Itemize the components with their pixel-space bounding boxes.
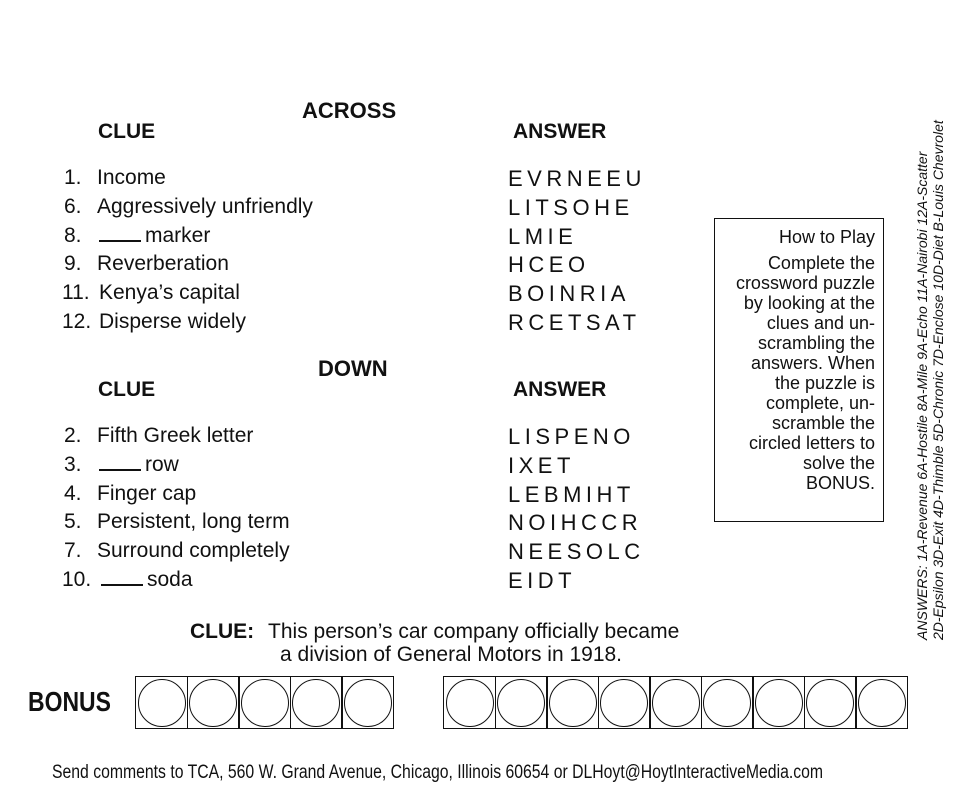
clue-item bbox=[64, 224, 210, 248]
circle-marker bbox=[241, 679, 289, 727]
clue-text: soda bbox=[147, 568, 193, 591]
circle-marker bbox=[344, 679, 392, 727]
down-answer-header: ANSWER bbox=[513, 378, 607, 401]
how-to-play-text bbox=[721, 253, 875, 493]
bonus-letter-box[interactable] bbox=[238, 676, 291, 729]
fill-in-blank bbox=[99, 239, 141, 242]
clue-text: Income bbox=[97, 166, 166, 189]
clue-number: 1. bbox=[64, 166, 82, 189]
across-title: ACROSS bbox=[302, 98, 397, 123]
clue-number: 12. bbox=[62, 310, 92, 333]
clue-number: 5. bbox=[64, 510, 82, 534]
clue-number: 3. bbox=[64, 452, 82, 476]
circle-marker bbox=[600, 679, 648, 727]
bonus-letter-box[interactable] bbox=[135, 676, 188, 729]
circle-marker bbox=[189, 679, 237, 727]
how-to-play-line: by looking at the bbox=[743, 293, 875, 313]
circle-marker bbox=[549, 679, 597, 727]
clue-item bbox=[64, 539, 290, 563]
bonus-letter-box[interactable] bbox=[495, 676, 548, 729]
circle-marker bbox=[497, 679, 545, 727]
answers-key bbox=[914, 80, 946, 640]
clue-item bbox=[64, 252, 229, 276]
bonus-clue-line2: a division of General Motors in 1918. bbox=[280, 643, 623, 666]
circle-marker bbox=[446, 679, 494, 727]
how-to-play-heading: How to Play bbox=[778, 227, 875, 247]
scrambled-answer: LITSOHE bbox=[508, 194, 634, 220]
clue-text: Finger cap bbox=[97, 481, 197, 505]
circle-marker bbox=[806, 679, 854, 727]
clue-number: 6. bbox=[64, 194, 82, 218]
bonus-clue-label: CLUE: bbox=[190, 620, 255, 643]
bonus-letter-box[interactable] bbox=[752, 676, 805, 729]
circle-marker bbox=[755, 679, 803, 727]
how-to-play-line: the puzzle is bbox=[774, 373, 875, 393]
how-to-play-line: BONUS. bbox=[805, 473, 875, 493]
scrambled-answer: RCETSAT bbox=[508, 310, 641, 335]
scrambled-answer: IXET bbox=[508, 452, 575, 478]
how-to-play-line: Complete the bbox=[767, 253, 875, 273]
scrambled-answer: NOIHCCR bbox=[508, 510, 643, 536]
clue-text: marker bbox=[145, 223, 211, 247]
clue-text: row bbox=[145, 452, 179, 476]
clue-number: 9. bbox=[64, 252, 82, 276]
clue-item bbox=[64, 166, 166, 190]
bonus-letter-box[interactable] bbox=[443, 676, 496, 729]
footer-contact: Send comments to TCA, 560 W. Grand Avenue, Chicago, Illinois 60654 or DLHoyt@HoytInteractiveMedia.com bbox=[52, 762, 824, 783]
circle-marker bbox=[703, 679, 751, 727]
how-to-play-line: answers. When bbox=[750, 353, 875, 373]
bonus-word1-boxes bbox=[135, 676, 394, 729]
down-clue-header: CLUE bbox=[98, 378, 156, 401]
clue-text: Surround completely bbox=[97, 539, 290, 563]
answers-key-line1: ANSWERS: 1A-Revenue 6A-Hostile 8A-Mile 9A-Echo 11A-Nairobi 12A-Scatter bbox=[914, 151, 930, 640]
fill-in-blank bbox=[99, 468, 141, 471]
bonus-letter-box[interactable] bbox=[855, 676, 908, 729]
clue-text: Fifth Greek letter bbox=[97, 424, 254, 447]
scrambled-answer: LEBMIHT bbox=[508, 481, 635, 507]
bonus-letter-box[interactable] bbox=[701, 676, 754, 729]
how-to-play-line: complete, un- bbox=[765, 393, 875, 413]
bonus-letter-box[interactable] bbox=[290, 676, 343, 729]
fill-in-blank bbox=[101, 583, 143, 586]
how-to-play-line: circled letters to bbox=[748, 433, 875, 453]
clue-text: Aggressively unfriendly bbox=[97, 194, 313, 218]
clue-number: 4. bbox=[64, 481, 82, 505]
bonus-letter-box[interactable] bbox=[187, 676, 240, 729]
clue-text: Persistent, long term bbox=[97, 510, 290, 534]
how-to-play-line: scrambling the bbox=[757, 333, 875, 353]
bonus-clue-line1: This person’s car company officially became bbox=[268, 620, 680, 643]
scrambled-answer: LISPENO bbox=[508, 424, 635, 449]
bonus-label: BONUS bbox=[28, 686, 111, 717]
clue-text: Disperse widely bbox=[99, 310, 247, 333]
clue-number: 10. bbox=[62, 568, 92, 591]
clue-item bbox=[62, 568, 193, 592]
circle-marker bbox=[652, 679, 700, 727]
across-clue-header: CLUE bbox=[98, 120, 156, 143]
answers-key-line2: 2D-Epsilon 3D-Exit 4D-Thimble 5D-Chronic 7D-Enclose 10D-Diet B-Louis Chevrolet bbox=[930, 120, 946, 640]
clue-item bbox=[64, 195, 313, 219]
clue-number: 11. bbox=[62, 281, 90, 305]
clue-text: Kenya’s capital bbox=[99, 281, 240, 305]
bonus-letter-box[interactable] bbox=[341, 676, 394, 729]
circle-marker bbox=[138, 679, 186, 727]
bonus-letter-box[interactable] bbox=[598, 676, 651, 729]
scrambled-answer: HCEO bbox=[508, 252, 590, 278]
clue-number: 8. bbox=[64, 223, 82, 247]
clue-item bbox=[64, 482, 196, 506]
bonus-letter-box[interactable] bbox=[546, 676, 599, 729]
clue-text: Reverberation bbox=[97, 252, 229, 276]
scrambled-answer: NEESOLC bbox=[508, 539, 645, 565]
clue-item bbox=[62, 281, 240, 305]
how-to-play-line: solve the bbox=[802, 453, 875, 473]
bonus-clue bbox=[190, 620, 679, 644]
scrambled-answer: EVRNEEU bbox=[508, 166, 646, 191]
scrambled-answer: BOINRIA bbox=[508, 281, 630, 307]
scrambled-answer: LMIE bbox=[508, 223, 578, 249]
bonus-letter-box[interactable] bbox=[804, 676, 857, 729]
clue-number: 2. bbox=[64, 424, 82, 447]
bonus-word2-boxes bbox=[443, 676, 908, 729]
down-title: DOWN bbox=[318, 356, 388, 381]
clue-item bbox=[64, 453, 179, 477]
clue-item bbox=[64, 424, 253, 448]
how-to-play-line: crossword puzzle bbox=[735, 273, 875, 293]
clue-item bbox=[64, 510, 290, 534]
clue-number: 7. bbox=[64, 539, 82, 563]
how-to-play-line: clues and un- bbox=[766, 313, 875, 333]
scrambled-answer: EIDT bbox=[508, 568, 577, 593]
across-answer-header: ANSWER bbox=[513, 120, 607, 143]
clue-item bbox=[62, 310, 246, 334]
how-to-play-box bbox=[714, 218, 884, 522]
bonus-letter-box[interactable] bbox=[649, 676, 702, 729]
how-to-play-line: scramble the bbox=[771, 413, 875, 433]
circle-marker bbox=[292, 679, 340, 727]
circle-marker bbox=[858, 679, 906, 727]
